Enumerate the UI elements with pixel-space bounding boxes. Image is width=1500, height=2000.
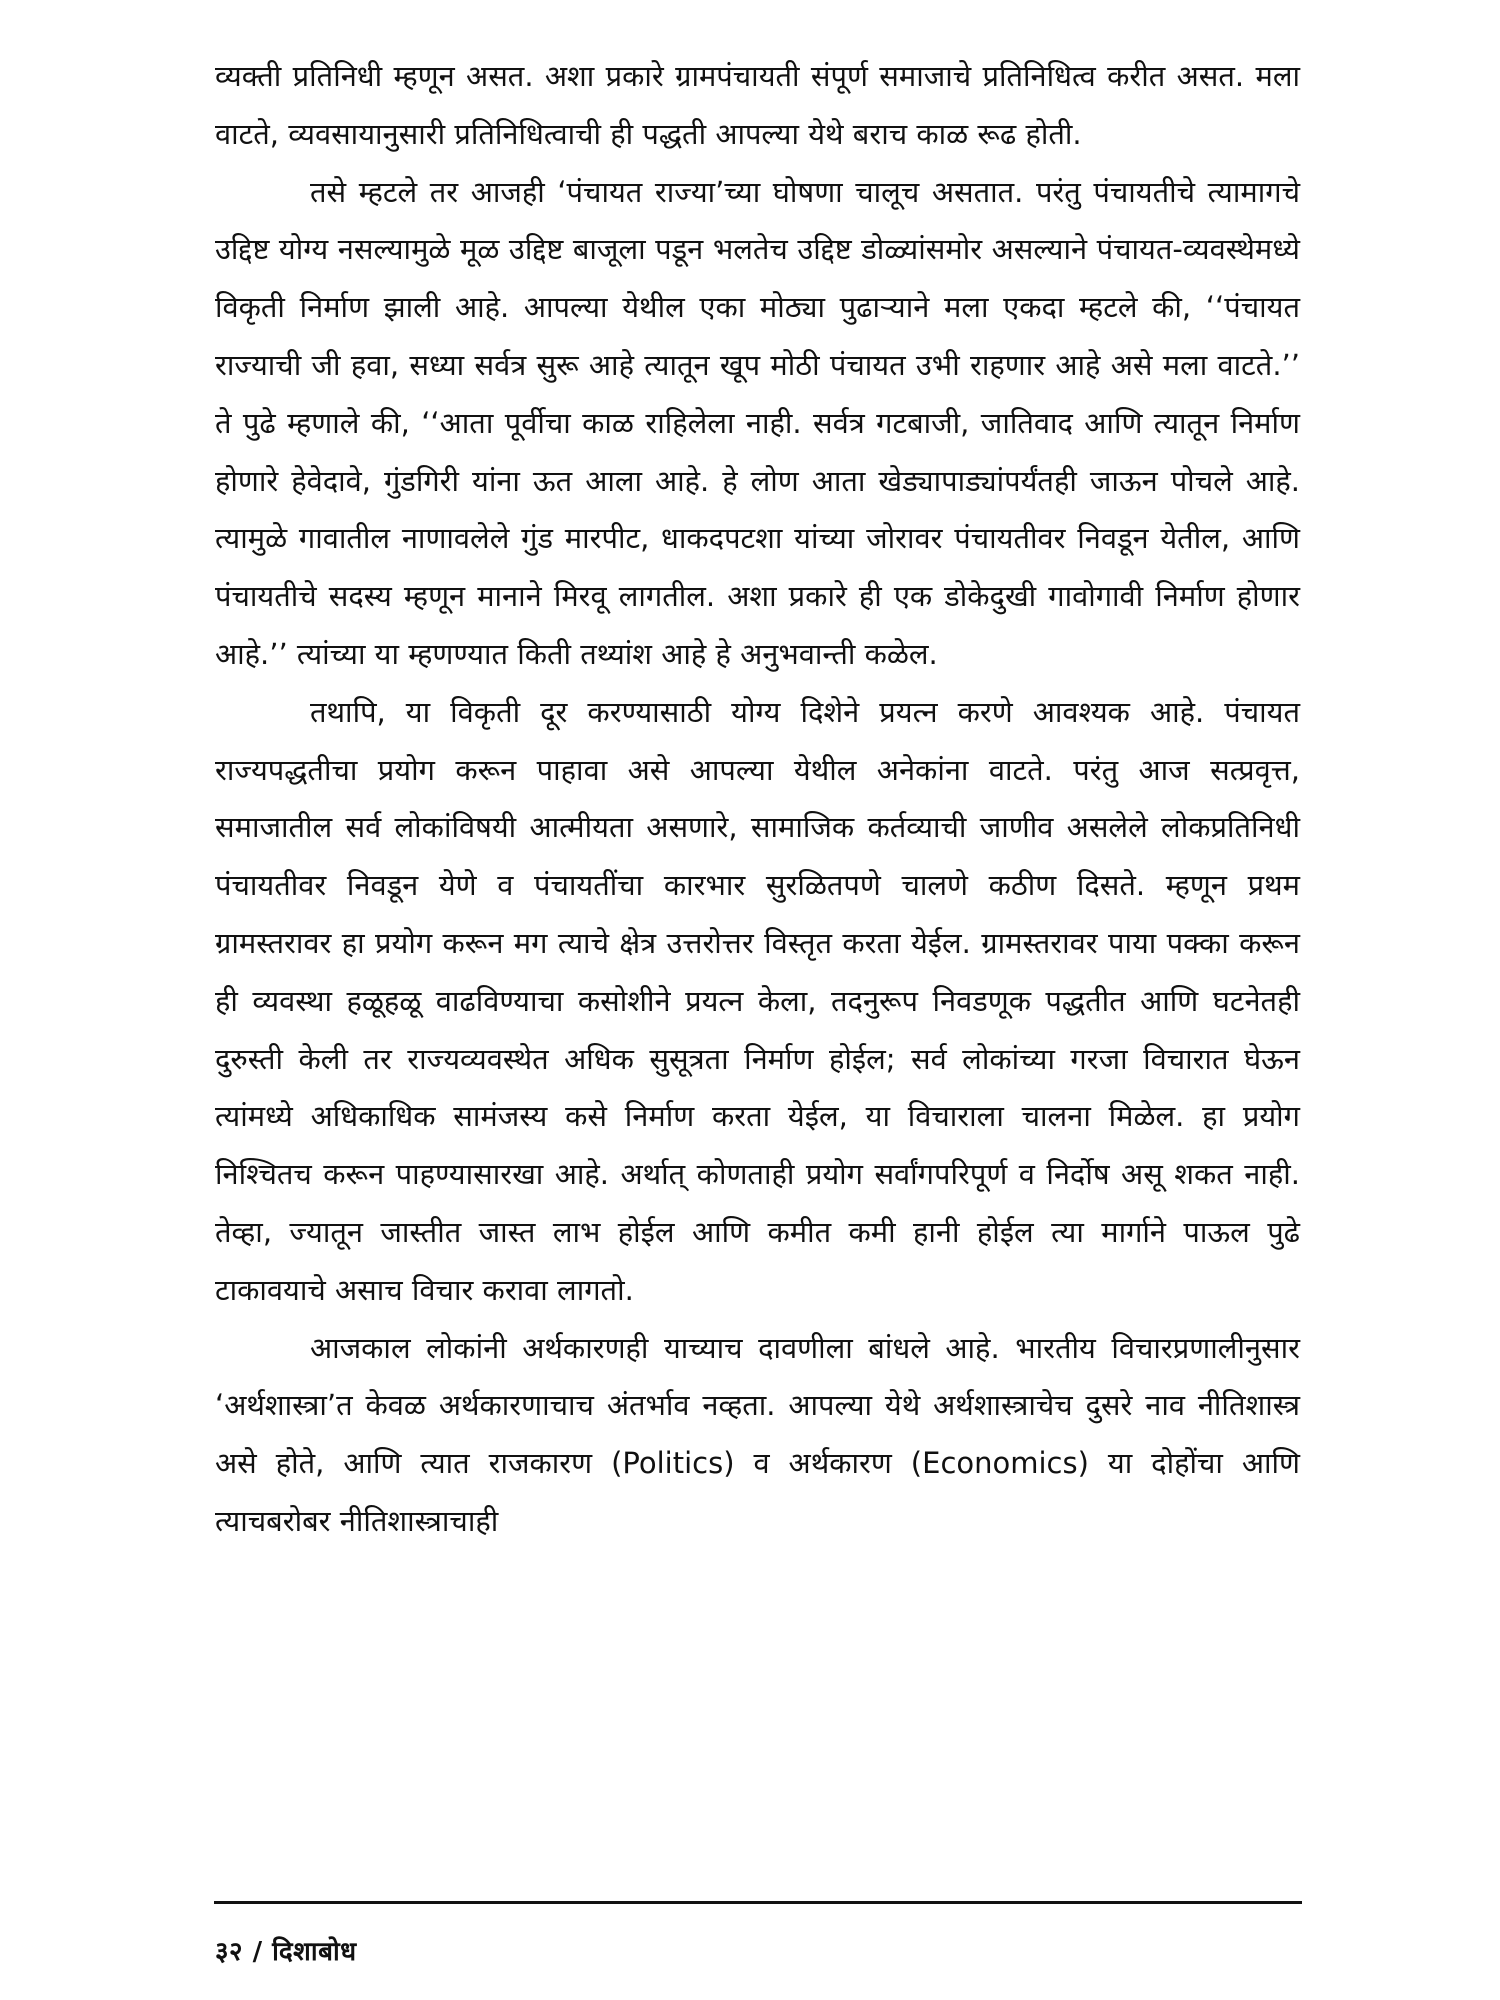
page-footer: ३२ / दिशाबोध <box>215 1937 357 1967</box>
paragraph-economics: आजकाल लोकांनी अर्थकारणही याच्याच दावणीला बांधले आहे. भारतीय विचारप्रणालीनुसार ‘अर्थशास्त्रा’त केवळ अर्थकारणाचाच अंतर्भाव नव्हता. आपल्या येथे अर्थशास्त्राचेच दुसरे नाव नीतिशास्त्र असे होते, आणि त्यात राजकारण (Politics) व अर्थकारण (Economics) या दोहोंचा आणि त्याचबरोबर नीतिशास्त्राचाही <box>215 1330 1300 1538</box>
paragraph-continued: व्यक्ती प्रतिनिधी म्हणून असत. अशा प्रकारे ग्रामपंचायती संपूर्ण समाजाचे प्रतिनिधित्व करीत असत. मला वाटते, व्यवसायानुसारी प्रतिनिधित्वाची ही पद्धती आपल्या येथे बराच काळ रूढ होती. <box>215 59 1300 151</box>
paragraph-reform: तथापि, या विकृती दूर करण्यासाठी योग्य दिशेने प्रयत्न करणे आवश्यक आहे. पंचायत राज्यपद्धतीचा प्रयोग करून पाहावा असे आपल्या येथील अनेकांना वाटते. परंतु आज सत्प्रवृत्त, समाजातील सर्व लोकांविषयी आत्मीयता असणारे, सामाजिक कर्तव्याची जाणीव असलेले लोकप्रतिनिधी पंचायतीवर निवडून येणे व पंचायतींचा कारभार सुरळितपणे चालणे कठीण दिसते. म्हणून प्रथम ग्रामस्तरावर हा प्रयोग करून मग त्याचे क्षेत्र उत्तरोत्तर विस्तृत करता येईल. ग्रामस्तरावर पाया पक्का करून ही व्यवस्था हळूहळू वाढविण्याचा कसोशीने प्रयत्न केला, तदनुरूप निवडणूक पद्धतीत आणि घटनेतही दुरुस्ती केली तर राज्यव्यवस्थेत अधिक सुसूत्रता निर्माण होईल; सर्व लोकांच्या गरजा विचारात घेऊन त्यांमध्ये अधिकाधिक सामंजस्य कसे निर्माण करता येईल, या विचाराला चालना मिळेल. हा प्रयोग निश्चितच करून पाहण्यासारखा आहे. अर्थात् कोणताही प्रयोग सर्वांगपरिपूर्ण व निर्दोष असू शकत नाही. तेव्हा, ज्यातून जास्तीत जास्त लाभ होईल आणि कमीत कमी हानी होईल त्या मार्गाने पाऊल पुढे टाकावयाचे असाच विचार करावा लागतो. <box>215 694 1300 1307</box>
body-text <box>215 48 1300 1551</box>
paragraph-panchayat-raj: तसे म्हटले तर आजही ‘पंचायत राज्या’च्या घोषणा चालूच असतात. परंतु पंचायतीचे त्यामागचे उद्दिष्ट योग्य नसल्यामुळे मूळ उद्दिष्ट बाजूला पडून भलतेच उद्दिष्ट डोळ्यांसमोर असल्याने पंचायत-व्यवस्थेमध्ये विकृती निर्माण झाली आहे. आपल्या येथील एका मोठ्या पुढाऱ्याने मला एकदा म्हटले की, ‘‘पंचायत राज्याची जी हवा, सध्या सर्वत्र सुरू आहे त्यातून खूप मोठी पंचायत उभी राहणार आहे असे मला वाटते.’’ ते पुढे म्हणाले की, ‘‘आता पूर्वीचा काळ राहिलेला नाही. सर्वत्र गटबाजी, जातिवाद आणि त्यातून निर्माण होणारे हेवेदावे, गुंडगिरी यांना ऊत आला आहे. हे लोण आता खेड्यापाड्यांपर्यंतही जाऊन पोचले आहे. त्यामुळे गावातील नाणावलेले गुंड मारपीट, धाकदपटशा यांच्या जोरावर पंचायतीवर निवडून येतील, आणि पंचायतीचे सदस्य म्हणून मानाने मिरवू लागतील. अशा प्रकारे ही एक डोकेदुखी गावोगावी निर्माण होणार आहे.’’ त्यांच्या या म्हणण्यात किती तथ्यांश आहे हे अनुभवान्ती कळेल. <box>215 174 1300 671</box>
footer-divider <box>214 1901 1302 1904</box>
